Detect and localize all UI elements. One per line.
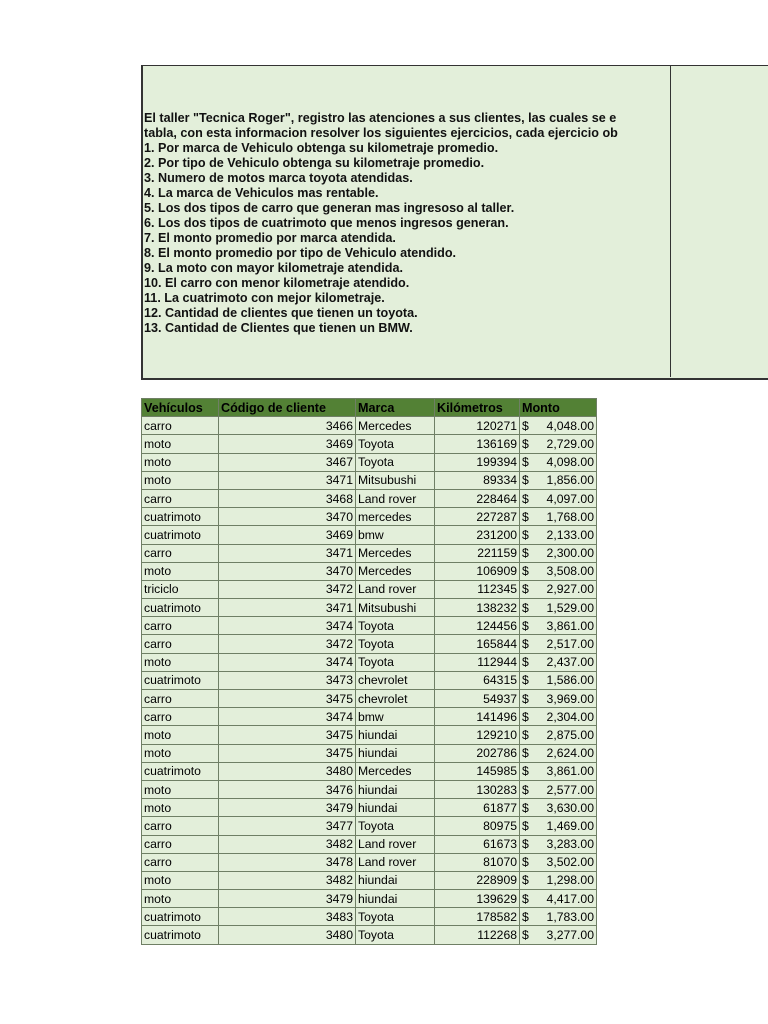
currency-symbol: $ bbox=[522, 818, 529, 833]
cell-vehiculo[interactable]: cuatrimoto bbox=[142, 599, 219, 617]
monto-value: 3,502.00 bbox=[546, 855, 594, 870]
cell-codigo-cliente[interactable]: 3467 bbox=[219, 453, 356, 471]
monto-value: 1,783.00 bbox=[546, 909, 594, 924]
cell-marca[interactable]: Mitsubushi bbox=[356, 599, 435, 617]
table-row bbox=[142, 726, 597, 744]
table-row bbox=[142, 835, 597, 853]
cell-marca[interactable]: Toyota bbox=[356, 653, 435, 671]
cell-marca[interactable]: Mitsubushi bbox=[356, 471, 435, 489]
header-kilometros[interactable]: Kilómetros bbox=[435, 399, 520, 417]
cell-vehiculo[interactable]: cuatrimoto bbox=[142, 526, 219, 544]
cell-kilometros[interactable]: 120271 bbox=[435, 417, 520, 435]
cell-kilometros[interactable]: 80975 bbox=[435, 817, 520, 835]
instruction-line: 13. Cantidad de Clientes que tienen un BMW. bbox=[144, 321, 413, 335]
cell-codigo-cliente[interactable]: 3466 bbox=[219, 417, 356, 435]
cell-vehiculo[interactable]: moto bbox=[142, 726, 219, 744]
cell-codigo-cliente[interactable]: 3480 bbox=[219, 762, 356, 780]
cell-monto[interactable] bbox=[520, 926, 597, 944]
cell-vehiculo[interactable]: carro bbox=[142, 544, 219, 562]
cell-marca[interactable]: Mercedes bbox=[356, 562, 435, 580]
cell-kilometros[interactable]: 139629 bbox=[435, 890, 520, 908]
cell-monto[interactable] bbox=[520, 544, 597, 562]
table-row bbox=[142, 562, 597, 580]
monto-value: 4,417.00 bbox=[546, 891, 594, 906]
monto-value: 2,624.00 bbox=[546, 746, 594, 761]
cell-vehiculo[interactable]: moto bbox=[142, 799, 219, 817]
monto-value: 2,517.00 bbox=[546, 637, 594, 652]
monto-value: 2,729.00 bbox=[546, 436, 594, 451]
table-row bbox=[142, 744, 597, 762]
cell-codigo-cliente[interactable]: 3475 bbox=[219, 690, 356, 708]
table-row bbox=[142, 871, 597, 889]
cell-kilometros[interactable]: 61673 bbox=[435, 835, 520, 853]
cell-monto[interactable] bbox=[520, 508, 597, 526]
cell-monto[interactable] bbox=[520, 635, 597, 653]
cell-kilometros[interactable]: 138232 bbox=[435, 599, 520, 617]
currency-symbol: $ bbox=[522, 509, 529, 524]
monto-value: 2,875.00 bbox=[546, 727, 594, 742]
currency-symbol: $ bbox=[522, 618, 529, 633]
cell-marca[interactable]: hiundai bbox=[356, 871, 435, 889]
cell-marca[interactable]: Toyota bbox=[356, 453, 435, 471]
cell-monto[interactable] bbox=[520, 726, 597, 744]
cell-marca[interactable]: Mercedes bbox=[356, 762, 435, 780]
header-monto[interactable]: Monto bbox=[520, 399, 597, 417]
table-row bbox=[142, 708, 597, 726]
cell-kilometros[interactable]: 199394 bbox=[435, 453, 520, 471]
currency-symbol: $ bbox=[522, 527, 529, 542]
cell-monto[interactable] bbox=[520, 780, 597, 798]
currency-symbol: $ bbox=[522, 418, 529, 433]
cell-marca[interactable]: bmw bbox=[356, 708, 435, 726]
monto-value: 1,856.00 bbox=[546, 473, 594, 488]
cell-monto[interactable] bbox=[520, 580, 597, 598]
cell-marca[interactable]: hiundai bbox=[356, 726, 435, 744]
cell-kilometros[interactable]: 130283 bbox=[435, 780, 520, 798]
cell-codigo-cliente[interactable]: 3475 bbox=[219, 726, 356, 744]
cell-monto[interactable] bbox=[520, 489, 597, 507]
currency-symbol: $ bbox=[522, 873, 529, 888]
monto-value: 3,283.00 bbox=[546, 837, 594, 852]
cell-codigo-cliente[interactable]: 3474 bbox=[219, 617, 356, 635]
cell-kilometros[interactable]: 136169 bbox=[435, 435, 520, 453]
monto-value: 3,630.00 bbox=[546, 800, 594, 815]
cell-marca[interactable]: hiundai bbox=[356, 744, 435, 762]
monto-value: 2,927.00 bbox=[546, 582, 594, 597]
instruction-line: 10. El carro con menor kilometraje atendido. bbox=[144, 276, 410, 290]
cell-codigo-cliente[interactable]: 3471 bbox=[219, 471, 356, 489]
cell-marca[interactable]: Toyota bbox=[356, 817, 435, 835]
cell-monto[interactable] bbox=[520, 853, 597, 871]
cell-vehiculo[interactable]: cuatrimoto bbox=[142, 908, 219, 926]
cell-vehiculo[interactable]: triciclo bbox=[142, 580, 219, 598]
table-row bbox=[142, 417, 597, 435]
cell-vehiculo[interactable]: moto bbox=[142, 653, 219, 671]
cell-marca[interactable]: hiundai bbox=[356, 780, 435, 798]
currency-symbol: $ bbox=[522, 709, 529, 724]
table-row bbox=[142, 653, 597, 671]
cell-monto[interactable] bbox=[520, 435, 597, 453]
currency-symbol: $ bbox=[522, 637, 529, 652]
table-row bbox=[142, 508, 597, 526]
instruction-line: 1. Por marca de Vehiculo obtenga su kilometraje promedio. bbox=[144, 141, 499, 155]
currency-symbol: $ bbox=[522, 891, 529, 906]
table-row bbox=[142, 489, 597, 507]
cell-vehiculo[interactable]: carro bbox=[142, 853, 219, 871]
instruction-line: tabla, con esta informacion resolver los siguientes ejercicios, cada ejercicio ob bbox=[144, 126, 618, 140]
header-codigo-cliente[interactable]: Código de cliente bbox=[219, 399, 356, 417]
cell-codigo-cliente[interactable]: 3474 bbox=[219, 708, 356, 726]
cell-monto[interactable] bbox=[520, 835, 597, 853]
cell-monto[interactable] bbox=[520, 890, 597, 908]
cell-vehiculo[interactable]: carro bbox=[142, 417, 219, 435]
instruction-line: 12. Cantidad de clientes que tienen un toyota. bbox=[144, 306, 418, 320]
cell-codigo-cliente[interactable]: 3474 bbox=[219, 653, 356, 671]
table-row bbox=[142, 780, 597, 798]
monto-value: 2,133.00 bbox=[546, 527, 594, 542]
cell-codigo-cliente[interactable]: 3470 bbox=[219, 562, 356, 580]
cell-vehiculo[interactable]: cuatrimoto bbox=[142, 671, 219, 689]
monto-value: 2,304.00 bbox=[546, 709, 594, 724]
currency-symbol: $ bbox=[522, 546, 529, 561]
cell-monto[interactable] bbox=[520, 908, 597, 926]
cell-kilometros[interactable]: 231200 bbox=[435, 526, 520, 544]
cell-codigo-cliente[interactable]: 3483 bbox=[219, 908, 356, 926]
cell-monto[interactable] bbox=[520, 871, 597, 889]
instruction-line: 4. La marca de Vehiculos mas rentable. bbox=[144, 186, 379, 200]
table-row bbox=[142, 671, 597, 689]
table-row bbox=[142, 817, 597, 835]
monto-value: 1,469.00 bbox=[546, 818, 594, 833]
monto-value: 3,861.00 bbox=[546, 764, 594, 779]
currency-symbol: $ bbox=[522, 691, 529, 706]
cell-kilometros[interactable]: 145985 bbox=[435, 762, 520, 780]
cell-monto[interactable] bbox=[520, 762, 597, 780]
cell-kilometros[interactable]: 221159 bbox=[435, 544, 520, 562]
table-row bbox=[142, 599, 597, 617]
cell-kilometros[interactable]: 202786 bbox=[435, 744, 520, 762]
instruction-line: 9. La moto con mayor kilometraje atendida. bbox=[144, 261, 403, 275]
cell-codigo-cliente[interactable]: 3473 bbox=[219, 671, 356, 689]
currency-symbol: $ bbox=[522, 491, 529, 506]
table-row bbox=[142, 799, 597, 817]
cell-monto[interactable] bbox=[520, 562, 597, 580]
cell-vehiculo[interactable]: cuatrimoto bbox=[142, 926, 219, 944]
instruction-line: 7. El monto promedio por marca atendida. bbox=[144, 231, 396, 245]
cell-marca[interactable]: Land rover bbox=[356, 835, 435, 853]
cell-marca[interactable]: Toyota bbox=[356, 435, 435, 453]
cell-vehiculo[interactable]: moto bbox=[142, 435, 219, 453]
monto-value: 2,577.00 bbox=[546, 782, 594, 797]
currency-symbol: $ bbox=[522, 473, 529, 488]
cell-kilometros[interactable]: 228909 bbox=[435, 871, 520, 889]
cell-vehiculo[interactable]: cuatrimoto bbox=[142, 762, 219, 780]
cell-kilometros[interactable]: 165844 bbox=[435, 635, 520, 653]
cell-vehiculo[interactable]: carro bbox=[142, 817, 219, 835]
table-row bbox=[142, 544, 597, 562]
cell-codigo-cliente[interactable]: 3482 bbox=[219, 871, 356, 889]
cell-vehiculo[interactable]: moto bbox=[142, 744, 219, 762]
cell-codigo-cliente[interactable]: 3479 bbox=[219, 890, 356, 908]
cell-monto[interactable] bbox=[520, 417, 597, 435]
cell-monto[interactable] bbox=[520, 690, 597, 708]
instruction-line: 5. Los dos tipos de carro que generan mas ingresoso al taller. bbox=[144, 201, 515, 215]
cell-kilometros[interactable]: 124456 bbox=[435, 617, 520, 635]
cell-monto[interactable] bbox=[520, 708, 597, 726]
monto-value: 1,586.00 bbox=[546, 673, 594, 688]
cell-vehiculo[interactable]: moto bbox=[142, 471, 219, 489]
table-row bbox=[142, 526, 597, 544]
cell-codigo-cliente[interactable]: 3475 bbox=[219, 744, 356, 762]
cell-kilometros[interactable]: 141496 bbox=[435, 708, 520, 726]
cell-monto[interactable] bbox=[520, 671, 597, 689]
cell-vehiculo[interactable]: carro bbox=[142, 489, 219, 507]
instructions-box bbox=[141, 65, 768, 380]
cell-marca[interactable]: Toyota bbox=[356, 926, 435, 944]
cell-kilometros[interactable]: 112268 bbox=[435, 926, 520, 944]
cell-vehiculo[interactable]: cuatrimoto bbox=[142, 508, 219, 526]
table-row bbox=[142, 853, 597, 871]
cell-codigo-cliente[interactable]: 3472 bbox=[219, 580, 356, 598]
vehicle-table bbox=[141, 398, 597, 945]
cell-marca[interactable]: bmw bbox=[356, 526, 435, 544]
cell-kilometros[interactable]: 178582 bbox=[435, 908, 520, 926]
cell-kilometros[interactable]: 112944 bbox=[435, 653, 520, 671]
table-row bbox=[142, 762, 597, 780]
currency-symbol: $ bbox=[522, 764, 529, 779]
currency-symbol: $ bbox=[522, 582, 529, 597]
currency-symbol: $ bbox=[522, 837, 529, 852]
currency-symbol: $ bbox=[522, 746, 529, 761]
cell-marca[interactable]: Mercedes bbox=[356, 417, 435, 435]
currency-symbol: $ bbox=[522, 673, 529, 688]
instruction-line: 2. Por tipo de Vehiculo obtenga su kilometraje promedio. bbox=[144, 156, 485, 170]
cell-kilometros[interactable]: 61877 bbox=[435, 799, 520, 817]
cell-kilometros[interactable]: 112345 bbox=[435, 580, 520, 598]
monto-value: 4,048.00 bbox=[546, 418, 594, 433]
monto-value: 3,277.00 bbox=[546, 928, 594, 943]
cell-codigo-cliente[interactable]: 3480 bbox=[219, 926, 356, 944]
currency-symbol: $ bbox=[522, 800, 529, 815]
monto-value: 2,437.00 bbox=[546, 655, 594, 670]
cell-vehiculo[interactable]: carro bbox=[142, 708, 219, 726]
cell-kilometros[interactable]: 106909 bbox=[435, 562, 520, 580]
table-row bbox=[142, 617, 597, 635]
currency-symbol: $ bbox=[522, 600, 529, 615]
table-header-row bbox=[142, 399, 597, 417]
currency-symbol: $ bbox=[522, 855, 529, 870]
cell-codigo-cliente[interactable]: 3472 bbox=[219, 635, 356, 653]
cell-kilometros[interactable]: 89334 bbox=[435, 471, 520, 489]
instruction-line: 8. El monto promedio por tipo de Vehiculo atendido. bbox=[144, 246, 457, 260]
cell-codigo-cliente[interactable]: 3469 bbox=[219, 435, 356, 453]
cell-marca[interactable]: chevrolet bbox=[356, 690, 435, 708]
cell-vehiculo[interactable]: moto bbox=[142, 890, 219, 908]
table-row bbox=[142, 635, 597, 653]
table-row bbox=[142, 453, 597, 471]
cell-codigo-cliente[interactable]: 3476 bbox=[219, 780, 356, 798]
currency-symbol: $ bbox=[522, 727, 529, 742]
cell-marca[interactable]: mercedes bbox=[356, 508, 435, 526]
cell-codigo-cliente[interactable]: 3477 bbox=[219, 817, 356, 835]
table-row bbox=[142, 580, 597, 598]
cell-monto[interactable] bbox=[520, 599, 597, 617]
cell-monto[interactable] bbox=[520, 817, 597, 835]
cell-codigo-cliente[interactable]: 3468 bbox=[219, 489, 356, 507]
currency-symbol: $ bbox=[522, 928, 529, 943]
cell-monto[interactable] bbox=[520, 471, 597, 489]
header-vehiculos[interactable]: Vehículos bbox=[142, 399, 219, 417]
cell-marca[interactable]: Land rover bbox=[356, 489, 435, 507]
cell-codigo-cliente[interactable]: 3470 bbox=[219, 508, 356, 526]
table-row bbox=[142, 435, 597, 453]
table-row bbox=[142, 471, 597, 489]
cell-codigo-cliente[interactable]: 3479 bbox=[219, 799, 356, 817]
currency-symbol: $ bbox=[522, 455, 529, 470]
cell-monto[interactable] bbox=[520, 453, 597, 471]
cell-vehiculo[interactable]: moto bbox=[142, 562, 219, 580]
header-marca[interactable]: Marca bbox=[356, 399, 435, 417]
monto-value: 3,861.00 bbox=[546, 618, 594, 633]
cell-kilometros[interactable]: 129210 bbox=[435, 726, 520, 744]
cell-monto[interactable] bbox=[520, 617, 597, 635]
cell-marca[interactable]: Land rover bbox=[356, 580, 435, 598]
monto-value: 4,098.00 bbox=[546, 455, 594, 470]
monto-value: 1,529.00 bbox=[546, 600, 594, 615]
monto-value: 1,298.00 bbox=[546, 873, 594, 888]
cell-marca[interactable]: Land rover bbox=[356, 853, 435, 871]
cell-vehiculo[interactable]: carro bbox=[142, 835, 219, 853]
cell-kilometros[interactable]: 54937 bbox=[435, 690, 520, 708]
cell-codigo-cliente[interactable]: 3471 bbox=[219, 599, 356, 617]
cell-marca[interactable]: hiundai bbox=[356, 890, 435, 908]
cell-kilometros[interactable]: 64315 bbox=[435, 671, 520, 689]
table-row bbox=[142, 890, 597, 908]
cell-codigo-cliente[interactable]: 3469 bbox=[219, 526, 356, 544]
cell-marca[interactable]: Toyota bbox=[356, 617, 435, 635]
cell-monto[interactable] bbox=[520, 799, 597, 817]
cell-vehiculo[interactable]: moto bbox=[142, 871, 219, 889]
cell-vehiculo[interactable]: carro bbox=[142, 635, 219, 653]
cell-marca[interactable]: Mercedes bbox=[356, 544, 435, 562]
cell-kilometros[interactable]: 227287 bbox=[435, 508, 520, 526]
cell-monto[interactable] bbox=[520, 744, 597, 762]
cell-codigo-cliente[interactable]: 3482 bbox=[219, 835, 356, 853]
currency-symbol: $ bbox=[522, 782, 529, 797]
cell-vehiculo[interactable]: carro bbox=[142, 690, 219, 708]
cell-monto[interactable] bbox=[520, 526, 597, 544]
cell-kilometros[interactable]: 228464 bbox=[435, 489, 520, 507]
currency-symbol: $ bbox=[522, 909, 529, 924]
table-row bbox=[142, 926, 597, 944]
cell-marca[interactable]: chevrolet bbox=[356, 671, 435, 689]
cell-marca[interactable]: Toyota bbox=[356, 908, 435, 926]
currency-symbol: $ bbox=[522, 655, 529, 670]
cell-monto[interactable] bbox=[520, 653, 597, 671]
cell-codigo-cliente[interactable]: 3471 bbox=[219, 544, 356, 562]
table-row bbox=[142, 908, 597, 926]
monto-value: 4,097.00 bbox=[546, 491, 594, 506]
currency-symbol: $ bbox=[522, 564, 529, 579]
cell-marca[interactable]: Toyota bbox=[356, 635, 435, 653]
instruction-line: 6. Los dos tipos de cuatrimoto que menos ingresos generan. bbox=[144, 216, 509, 230]
monto-value: 3,969.00 bbox=[546, 691, 594, 706]
instruction-line: 11. La cuatrimoto con mejor kilometraje. bbox=[144, 291, 385, 305]
monto-value: 1,768.00 bbox=[546, 509, 594, 524]
table-row bbox=[142, 690, 597, 708]
currency-symbol: $ bbox=[522, 436, 529, 451]
cell-vehiculo[interactable]: carro bbox=[142, 617, 219, 635]
cell-marca[interactable]: hiundai bbox=[356, 799, 435, 817]
monto-value: 3,508.00 bbox=[546, 564, 594, 579]
monto-value: 2,300.00 bbox=[546, 546, 594, 561]
instructions-text bbox=[144, 111, 768, 336]
cell-kilometros[interactable]: 81070 bbox=[435, 853, 520, 871]
cell-vehiculo[interactable]: moto bbox=[142, 453, 219, 471]
instruction-line: El taller "Tecnica Roger", registro las atenciones a sus clientes, las cuales se e bbox=[144, 111, 617, 125]
instruction-line: 3. Numero de motos marca toyota atendidas. bbox=[144, 171, 413, 185]
cell-codigo-cliente[interactable]: 3478 bbox=[219, 853, 356, 871]
cell-vehiculo[interactable]: moto bbox=[142, 780, 219, 798]
